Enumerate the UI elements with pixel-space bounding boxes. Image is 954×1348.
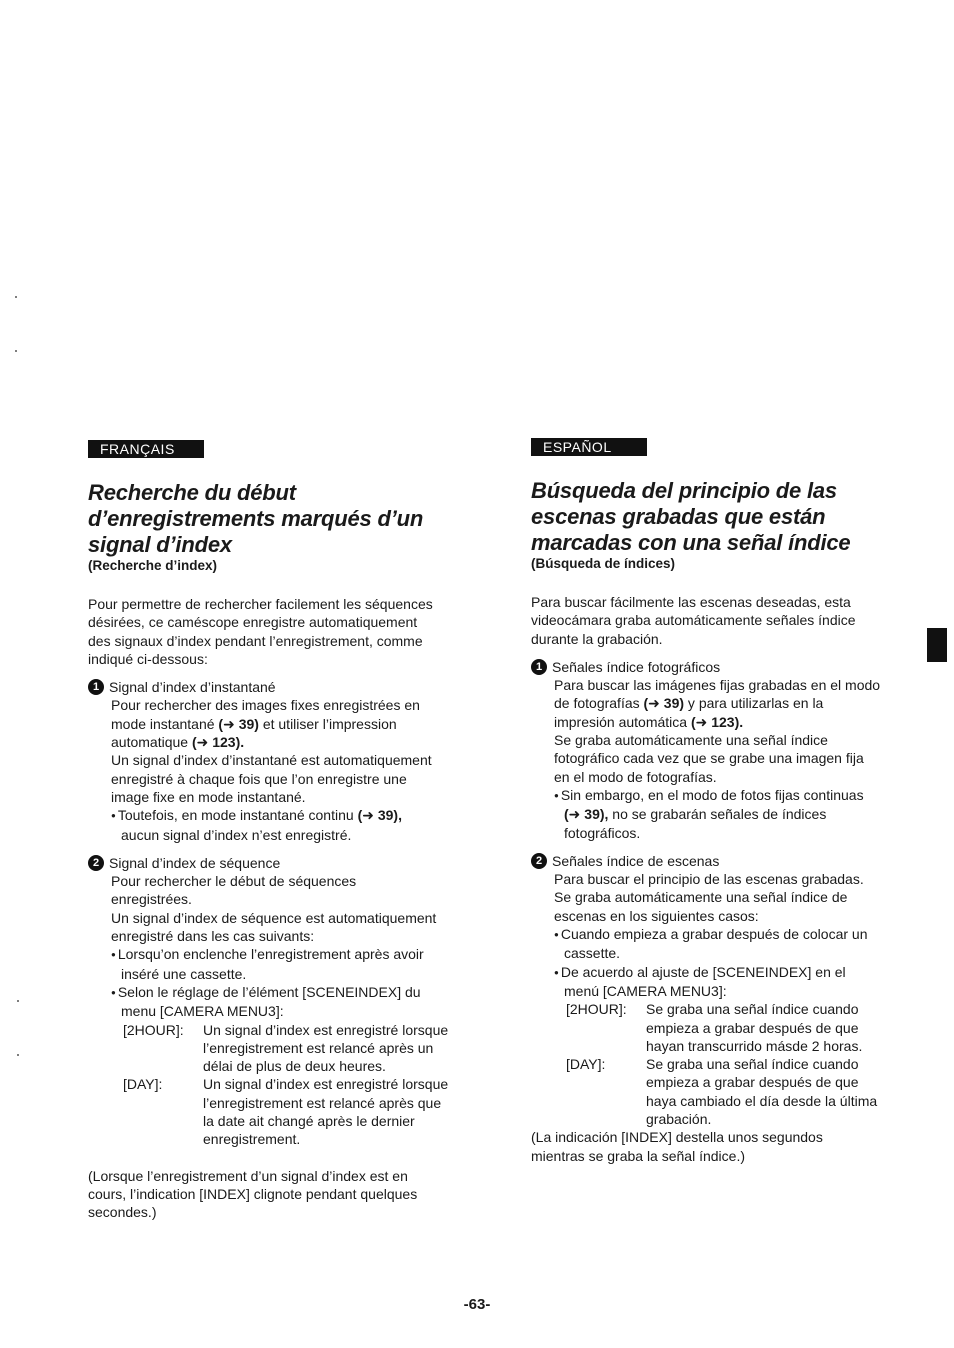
section-title: Búsqueda del principio de las escenas grabadas que están marcadas con una señal índice bbox=[531, 478, 851, 555]
item-heading: Signal d’index de séquence bbox=[109, 854, 281, 871]
scan-speck bbox=[17, 1054, 19, 1056]
item-scene-index: 2 Señales índice de escenas Para buscar el principio de las escenas grabadas. Se graba automáticamente una señal índice de escenas en los siguientes casos: ● Cuando empieza a grabar después de colocar un cassette. ● De acuerdo al ajuste de [SCENEINDEX] en el menú [CAMERA MENU3]: [2HOUR]: Se graba una señal índice cuando empieza a grabar después de que hayan transcurrido másde 2 horas. [DAY]: Se graba una señal índice cuando empieza a grabar después de que haya cambiado el día desde la última grabación. bbox=[531, 852, 916, 1128]
item-photo-index: 1 Señales índice fotográficos Para buscar las imágenes fijas grabadas en el modo de fotografías (➜ 39) y para utilizarlas en la impresión automática (➜ 123). Se graba automáticamente una señal índice fotográfico cada vez que se grabe una imagen fija en el modo de fotografías. ● Sin embargo, en el modo de fotos fijas continuas (➜ 39), no se grabarán señales de índices fotográficos. bbox=[531, 658, 916, 842]
bullet-note: ● Cuando empieza a grabar después de colocar un bbox=[531, 925, 916, 944]
page-reference: (➜ 39), bbox=[357, 807, 402, 824]
section-edge-marker bbox=[927, 628, 947, 662]
item-heading: Señales índice fotográficos bbox=[552, 658, 721, 675]
option-row-2hour: [2HOUR]: Un signal d’index est enregistré lorsque l’enregistrement est relancé après un délai de plus de deux heures. bbox=[123, 1021, 449, 1075]
bullet-note: ● Sin embargo, en el modo de fotos fijas continuas bbox=[531, 786, 916, 805]
spanish-column bbox=[531, 438, 916, 1165]
closing-note: (Lorsque l’enregistrement d’un signal d’index est en cours, l’indication [INDEX] clignote pendant quelques secondes.) bbox=[88, 1167, 418, 1221]
intro-paragraph: Para buscar fácilmente las escenas deseadas, esta videocámara graba automáticamente señales índice durante la grabación. bbox=[531, 594, 856, 647]
item-scene-index: 2 Signal d’index de séquence Pour rechercher le début de séquences enregistrées. Un signal d’index de séquence est automatiquement enregistré dans les cas suivants: ● Lorsqu’on enclenche l’enregistrement après avoir inséré une cassette. ● Selon le réglage de l’élément [SCENEINDEX] du menu [CAMERA MENU3]: [2HOUR]: Un signal d’index est enregistré lorsque l’enregistrement est relancé après un délai de plus de deux heures. [DAY]: Un signal d’index est enregistré lorsque l’enregistrement est relancé après que la date ait changé après le dernier enregistrement. bbox=[88, 854, 478, 1149]
number-1-icon: 1 bbox=[88, 679, 104, 695]
section-subtitle: (Recherche d’index) bbox=[88, 558, 218, 573]
bullet-note: ● De acuerdo al ajuste de [SCENEINDEX] en el bbox=[531, 963, 916, 982]
number-2-icon: 2 bbox=[88, 855, 104, 871]
number-2-icon: 2 bbox=[531, 853, 547, 869]
intro-paragraph: Pour permettre de rechercher facilement les séquences désirées, ce caméscope enregistre automatiquement des signaux d’index pendant l’enregistrement, comme indiqué ci-dessous: bbox=[88, 596, 433, 667]
section-subtitle: (Búsqueda de índices) bbox=[531, 556, 676, 571]
item-heading: Signal d’index d’instantané bbox=[109, 679, 276, 696]
option-row-2hour: [2HOUR]: Se graba una señal índice cuando empieza a grabar después de que hayan transcurrido másde 2 horas. bbox=[566, 1001, 863, 1054]
page-number: -63- bbox=[463, 1296, 491, 1313]
page-reference: (➜ 39), bbox=[564, 806, 609, 823]
page-reference: (➜ 123). bbox=[191, 734, 245, 751]
scan-speck bbox=[17, 1000, 19, 1002]
bullet-note: ● Selon le réglage de l’élément [SCENEINDEX] du bbox=[88, 983, 478, 1002]
page-reference: (➜ 39) bbox=[218, 715, 259, 732]
option-row-day: [DAY]: Un signal d’index est enregistré lorsque l’enregistrement est relancé après que la date ait changé après le dernier enregistrement. bbox=[123, 1076, 449, 1148]
scan-speck bbox=[15, 350, 17, 352]
number-1-icon: 1 bbox=[531, 659, 547, 675]
section-title: Recherche du début d’enregistrements marqués d’un signal d’index bbox=[88, 480, 424, 557]
language-tab-french: FRANÇAIS bbox=[88, 440, 204, 458]
page-reference: (➜ 123). bbox=[690, 713, 744, 730]
option-row-day: [DAY]: Se graba una señal índice cuando empieza a grabar después de que haya cambiado el día desde la última grabación. bbox=[566, 1056, 878, 1128]
closing-note: (La indicación [INDEX] destella unos segundos mientras se graba la señal índice.) bbox=[531, 1129, 823, 1164]
french-column bbox=[88, 440, 478, 1222]
item-snapshot-index: 1 Signal d’index d’instantané Pour rechercher des images fixes enregistrées en mode instantané (➜ 39) et utiliser l’impression automatique (➜ 123). Un signal d’index d’instantané est automatiquement enregistré à chaque fois que l’on enregistre une image fixe en mode instantané. ● Toutefois, en mode instantané continu (➜ 39), aucun signal d’index n’est enregistré. bbox=[88, 678, 478, 844]
language-tab-spanish: ESPAÑOL bbox=[531, 438, 647, 456]
page-reference: (➜ 39) bbox=[643, 695, 685, 712]
bullet-note: ● Lorsqu’on enclenche l’enregistrement après avoir bbox=[88, 945, 478, 964]
item-heading: Señales índice de escenas bbox=[552, 852, 720, 869]
bullet-note: ● Toutefois, en mode instantané continu (➜ 39), bbox=[88, 806, 478, 825]
scan-speck bbox=[15, 296, 17, 298]
